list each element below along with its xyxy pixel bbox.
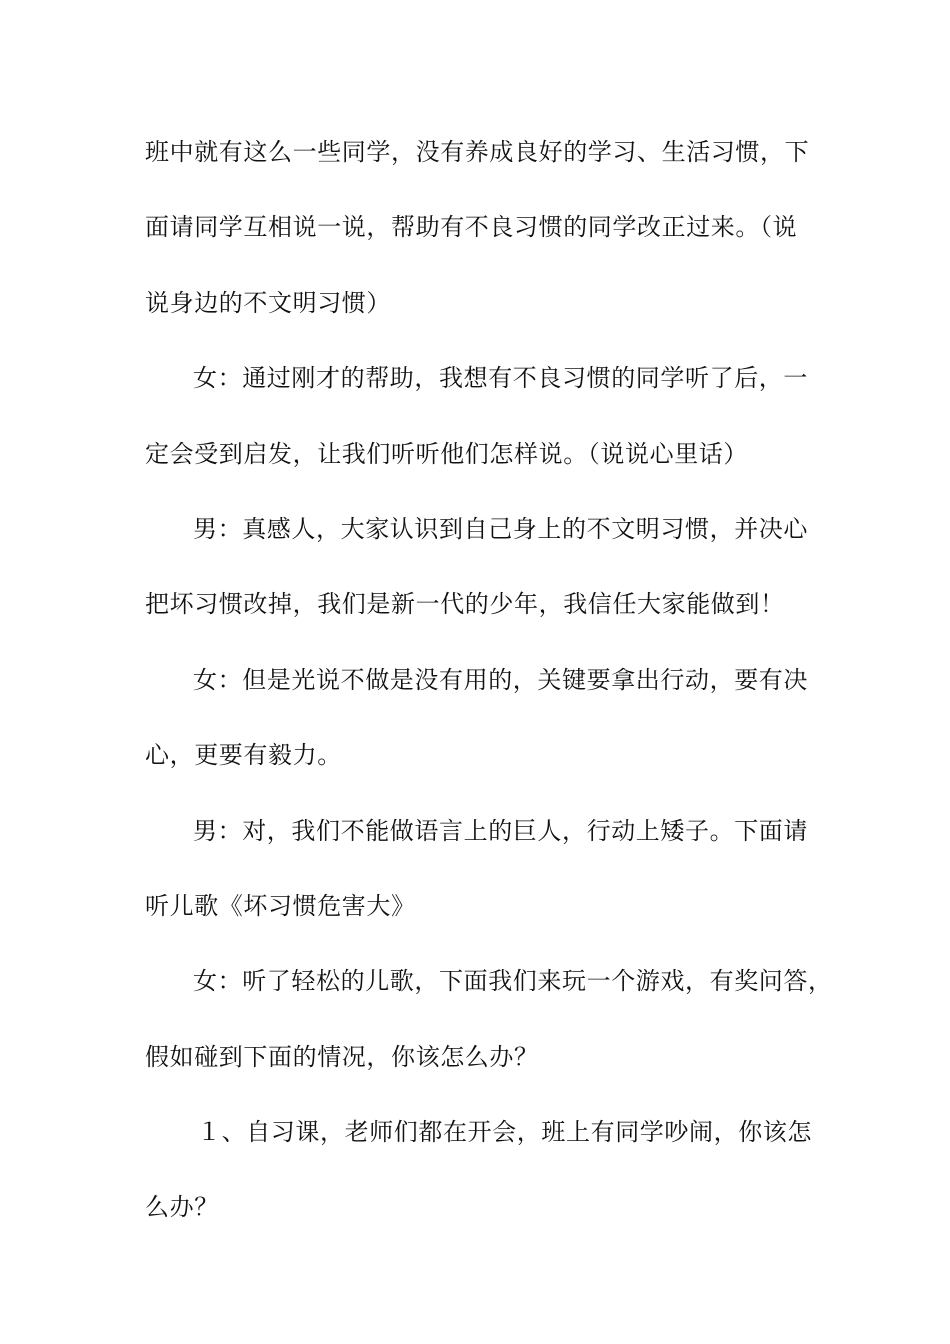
document-body (145, 126, 833, 1257)
text-line: 男：真感人，大家认识到自己身上的不文明习惯，并决心 (193, 514, 808, 543)
text-line: 女：听了轻松的儿歌，下面我们来玩一个游戏，有奖问答， (193, 967, 833, 996)
text-line: 心，更要有毅力。 (145, 741, 342, 770)
text-line: 班中就有这么一些同学，没有养成良好的学习、生活习惯，下 (145, 138, 810, 166)
text-line: 听儿歌《坏习惯危害大》 (145, 891, 416, 920)
text-line: 定会受到启发，让我们听听他们怎样说。（说说心里话） (145, 439, 748, 468)
text-line: 女：通过刚才的帮助，我想有不良习惯的同学听了后，一 (193, 364, 808, 393)
text-line: 男：对，我们不能做语言上的巨人，行动上矮子。下面请 (193, 816, 808, 845)
text-line: 面请同学互相说一说，帮助有不良习惯的同学改正过来。（说 (145, 213, 798, 242)
text-line: 假如碰到下面的情况，你该怎么办？ (145, 1042, 539, 1071)
text-line: １、自习课，老师们都在开会，班上有同学吵闹，你该怎 (197, 1118, 812, 1147)
text-line: 把坏习惯改掉，我们是新一代的少年，我信任大家能做到！ (145, 590, 785, 619)
text-line: 么办？ (145, 1193, 219, 1222)
text-line: 说身边的不文明习惯） (145, 288, 391, 317)
text-line: 女：但是光说不做是没有用的，关键要拿出行动，要有决 (193, 665, 808, 694)
